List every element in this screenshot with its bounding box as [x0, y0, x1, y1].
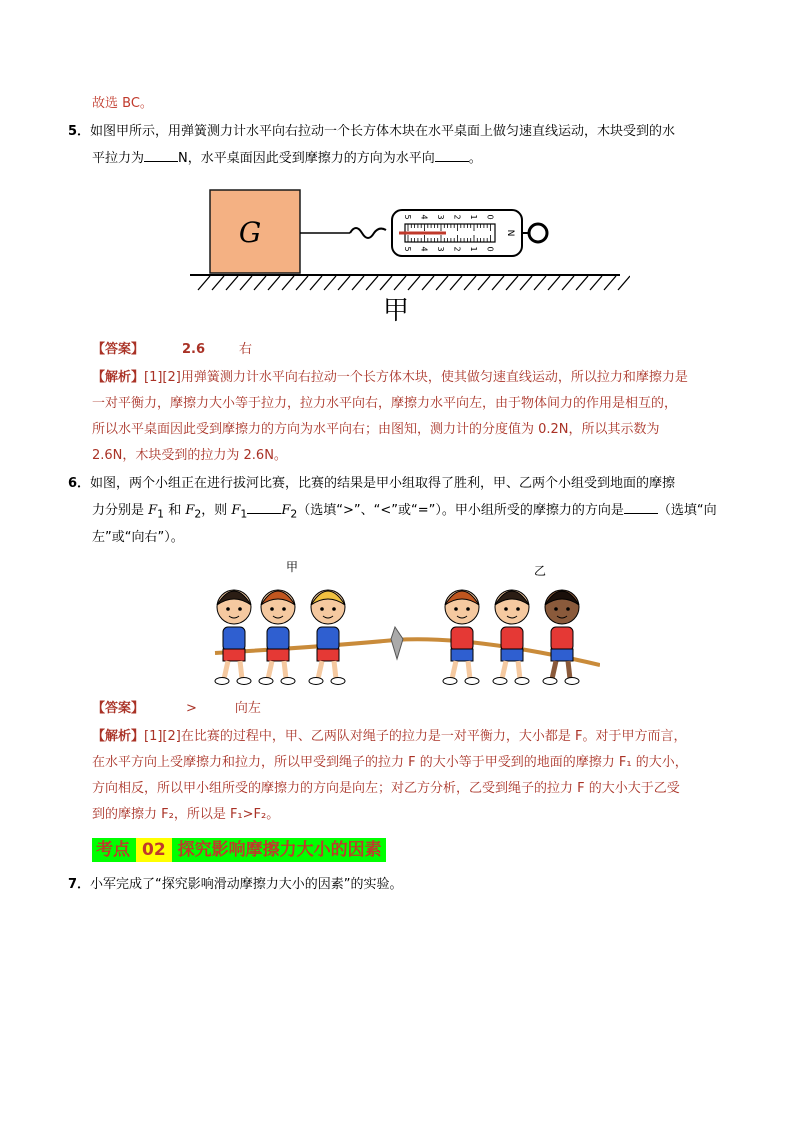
answer-6	[92, 699, 261, 719]
surface-hatching	[198, 276, 630, 290]
hatch-line	[492, 276, 504, 290]
hatch-line	[212, 276, 224, 290]
analysis-6-line-4: 到的摩擦力 F₂，所以是 F₁>F₂。	[92, 807, 280, 822]
hatch-line	[394, 276, 406, 290]
hatch-line	[310, 276, 322, 290]
answer-blank	[247, 501, 281, 514]
analysis-text: [1][2]在比赛的过程中，甲、乙两队对绳子的拉力是一对平衡力，大小都是 F。对于甲方而言，	[144, 729, 687, 744]
analysis-6-line-3: 方向相反，所以甲小组所受的摩擦力的方向是向左；对乙方分析，乙受到绳子的拉力 F 的大小大于乙受	[92, 781, 680, 796]
analysis-tag: 【解析】	[92, 370, 145, 385]
hatch-line	[562, 276, 574, 290]
hatch-line	[268, 276, 280, 290]
answer-value: 2.6	[182, 342, 206, 357]
hatch-line	[282, 276, 294, 290]
analysis-5-line-1	[92, 368, 688, 388]
tug-of-war-figure	[200, 555, 600, 695]
text-segment: 和	[164, 503, 186, 518]
hatch-line	[506, 276, 518, 290]
section-title: 探究影响摩擦力大小的因素	[177, 840, 382, 860]
subscript: 1	[157, 507, 165, 521]
subscript: 1	[240, 507, 248, 521]
analysis-5-line-2: 一对平衡力，摩擦力大小等于拉力，拉力水平向右，摩擦力水平向左，由于物体间力的作用是相互的，	[92, 396, 678, 411]
scale-number: 0	[485, 246, 495, 252]
scale-number: 3	[436, 214, 445, 220]
section-prefix: 考点	[96, 840, 130, 860]
rope-marker	[391, 627, 403, 659]
hatch-line	[226, 276, 238, 290]
question-text: 小军完成了“探究影响滑动摩擦力大小的因素”的实验。	[90, 877, 403, 892]
hatch-line	[422, 276, 434, 290]
hatch-line	[478, 276, 490, 290]
hatch-line	[338, 276, 350, 290]
hatch-line	[380, 276, 392, 290]
team-member	[543, 590, 579, 685]
team-member	[259, 590, 295, 685]
section-code: 02	[136, 838, 172, 862]
text-segment: 力分别是	[92, 503, 149, 518]
scale-number: 0	[485, 214, 495, 220]
answer-blank	[435, 149, 469, 162]
question-number: 6．	[68, 476, 91, 491]
hatch-line	[254, 276, 266, 290]
scale-number: 2	[452, 214, 462, 220]
hatch-line	[520, 276, 532, 290]
symbol-f1: F	[148, 503, 158, 518]
analysis-5-line-4: 2.6N，木块受到的拉力为 2.6N。	[92, 448, 287, 463]
analysis-6-line-1	[92, 727, 686, 747]
question-number: 7．	[68, 877, 91, 892]
text-segment: ，则	[201, 503, 232, 518]
question-text: 如图，两个小组正在进行拔河比赛，比赛的结果是甲小组取得了胜利，甲、乙两个小组受到地面的摩擦	[90, 476, 676, 491]
team-member	[443, 590, 479, 685]
text-segment: （选填“>”、“<”或“=”）。甲小组所受的摩擦力的方向是	[297, 503, 624, 518]
text-segment: 。	[468, 151, 482, 166]
hatch-line	[534, 276, 546, 290]
scale-number: 1	[469, 214, 478, 220]
hatch-line	[604, 276, 616, 290]
previous-answer: 故选 BC。	[92, 96, 153, 111]
analysis-tag: 【解析】	[92, 729, 145, 744]
text-segment: （选填“向	[657, 503, 717, 518]
hatch-line	[352, 276, 364, 290]
label-jia: 甲	[286, 560, 299, 574]
question-5-line-1	[68, 122, 675, 142]
symbol-f2: F	[185, 503, 195, 518]
question-5-line-2	[92, 149, 482, 169]
subscript: 2	[194, 507, 202, 521]
scale-unit: N	[505, 229, 515, 237]
scale-number: 1	[469, 246, 478, 252]
answer-blank	[624, 501, 658, 514]
tug-of-war-illustration	[200, 555, 600, 695]
scale-number: 2	[452, 246, 462, 252]
analysis-6-line-2: 在水平方向上受摩擦力和拉力，所以甲受到绳子的拉力 F 的大小等于甲受到的地面的摩擦力 F₁ 的大小，	[92, 755, 688, 770]
symbol-f2: F	[281, 503, 291, 518]
subscript: 2	[290, 507, 298, 521]
question-number: 5．	[68, 124, 91, 139]
question-7	[68, 875, 403, 895]
ring-icon	[529, 224, 547, 242]
hatch-line	[548, 276, 560, 290]
question-6-line-3: 左”或“向右”）。	[92, 530, 184, 545]
analysis-5-line-3: 所以水平桌面因此受到摩擦力的方向为水平向右；由图知，测力计的分度值为 0.2N，所以其示数为	[92, 422, 660, 437]
hatch-line	[450, 276, 462, 290]
hatch-line	[240, 276, 252, 290]
spring-scale-diagram	[190, 180, 630, 330]
question-6-line-2	[92, 501, 717, 525]
answer-value: 右	[239, 342, 253, 357]
answer-5	[92, 340, 252, 360]
hatch-line	[366, 276, 378, 290]
scale-number: 4	[419, 214, 429, 220]
figure-caption: 甲	[383, 296, 410, 326]
block-label: G	[238, 216, 262, 249]
hatch-line	[198, 276, 210, 290]
hook-icon	[350, 228, 386, 238]
hatch-line	[464, 276, 476, 290]
text-segment: N，水平桌面因此受到摩擦力的方向为水平向	[178, 151, 435, 166]
hatch-line	[296, 276, 308, 290]
scale-number: 3	[436, 246, 445, 252]
hatch-line	[408, 276, 420, 290]
answer-value: >	[186, 701, 197, 716]
scale-number: 4	[419, 246, 429, 252]
question-6-line-1	[68, 474, 675, 494]
label-yi: 乙	[534, 564, 547, 578]
symbol-f1: F	[231, 503, 241, 518]
hatch-line	[590, 276, 602, 290]
team-member	[215, 590, 251, 685]
answer-blank	[144, 149, 178, 162]
analysis-text: [1][2]用弹簧测力计水平向右拉动一个长方体木块，使其做匀速直线运动，所以拉力和摩擦力是	[144, 370, 688, 385]
spring-scale-figure	[190, 180, 630, 330]
scale-number: 5	[403, 214, 412, 220]
team-member	[493, 590, 529, 685]
text-segment: 平拉力为	[92, 151, 145, 166]
answer-tag: 【答案】	[92, 342, 145, 357]
question-text: 如图甲所示，用弹簧测力计水平向右拉动一个长方体木块在水平桌面上做匀速直线运动，木块受到的水	[90, 124, 676, 139]
hatch-line	[618, 276, 630, 290]
team-member	[309, 590, 345, 685]
hatch-line	[576, 276, 588, 290]
scale-number: 5	[403, 246, 412, 252]
answer-value: 向左	[234, 701, 261, 716]
hatch-line	[436, 276, 448, 290]
hatch-line	[324, 276, 336, 290]
section-heading	[92, 838, 386, 862]
answer-tag: 【答案】	[92, 701, 145, 716]
